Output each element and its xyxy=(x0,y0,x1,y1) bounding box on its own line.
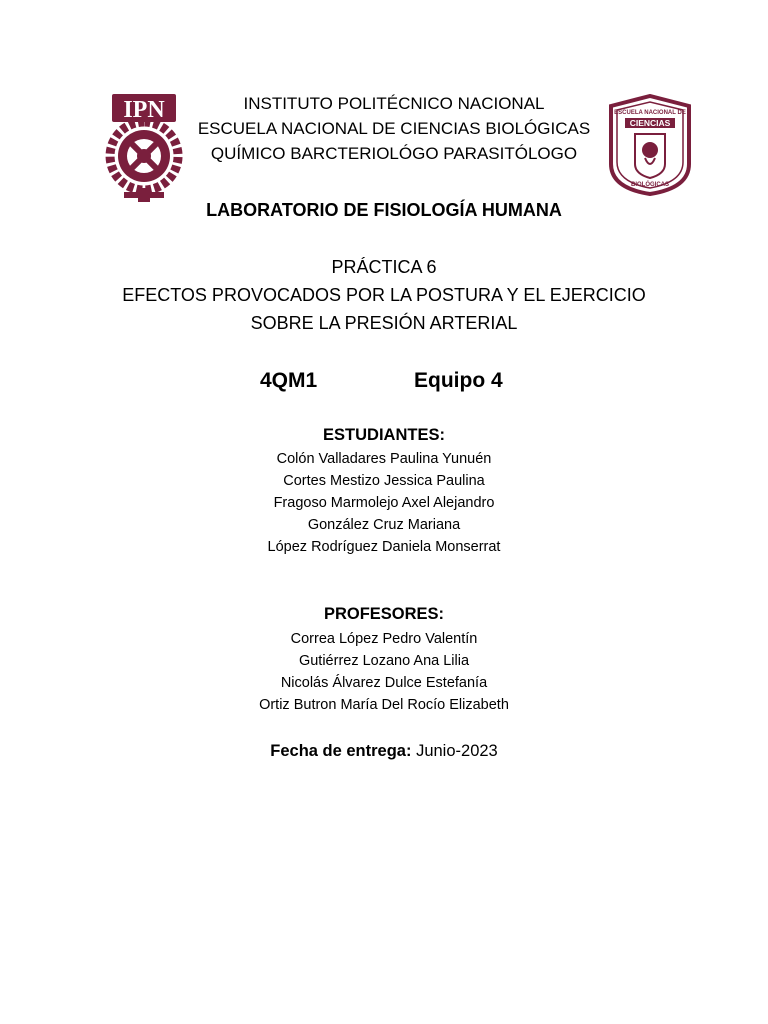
header-program: QUÍMICO BARCTERIOLÓGO PARASITÓLOGO xyxy=(210,144,578,163)
student-name: González Cruz Mariana xyxy=(307,517,461,533)
student-name: Cortes Mestizo Jessica Paulina xyxy=(283,473,485,489)
encb-seal-main-text: CIENCIAS xyxy=(629,118,671,128)
delivery-date xyxy=(0,742,768,761)
header-school: ESCUELA NACIONAL DE CIENCIAS BIOLÓGICAS xyxy=(197,119,591,138)
professors-heading: PROFESORES: xyxy=(323,605,445,623)
header-institution: INSTITUTO POLITÉCNICO NACIONAL xyxy=(243,94,545,113)
student-name: Fragoso Marmolejo Axel Alejandro xyxy=(273,495,495,511)
delivery-date-label: Fecha de entrega: xyxy=(270,742,412,760)
delivery-date-value: Junio-2023 xyxy=(416,742,498,760)
group-code: 4QM1 xyxy=(260,369,318,392)
student-name: López Rodríguez Daniela Monserrat xyxy=(267,539,501,555)
encb-seal-side-text: BIOLÓGICAS xyxy=(630,182,670,188)
professor-name: Correa López Pedro Valentín xyxy=(290,631,478,647)
ipn-logo-text: IPN xyxy=(123,97,165,123)
professor-name: Ortiz Butron María Del Rocío Elizabeth xyxy=(259,697,509,713)
professor-name: Nicolás Álvarez Dulce Estefanía xyxy=(280,675,488,691)
students-heading: ESTUDIANTES: xyxy=(323,426,445,444)
lab-title: LABORATORIO DE FISIOLOGÍA HUMANA xyxy=(206,200,562,220)
student-name: Colón Valladares Paulina Yunuén xyxy=(276,451,492,467)
practice-title-line1: EFECTOS PROVOCADOS POR LA POSTURA Y EL EJERCICIO xyxy=(122,285,646,305)
practice-number: PRÁCTICA 6 xyxy=(331,257,437,277)
practice-title-line2: SOBRE LA PRESIÓN ARTERIAL xyxy=(250,313,518,333)
team-name: Equipo 4 xyxy=(414,369,503,392)
professor-name: Gutiérrez Lozano Ana Lilia xyxy=(298,653,470,669)
encb-seal-top-text: ESCUELA NACIONAL DE xyxy=(614,110,686,116)
